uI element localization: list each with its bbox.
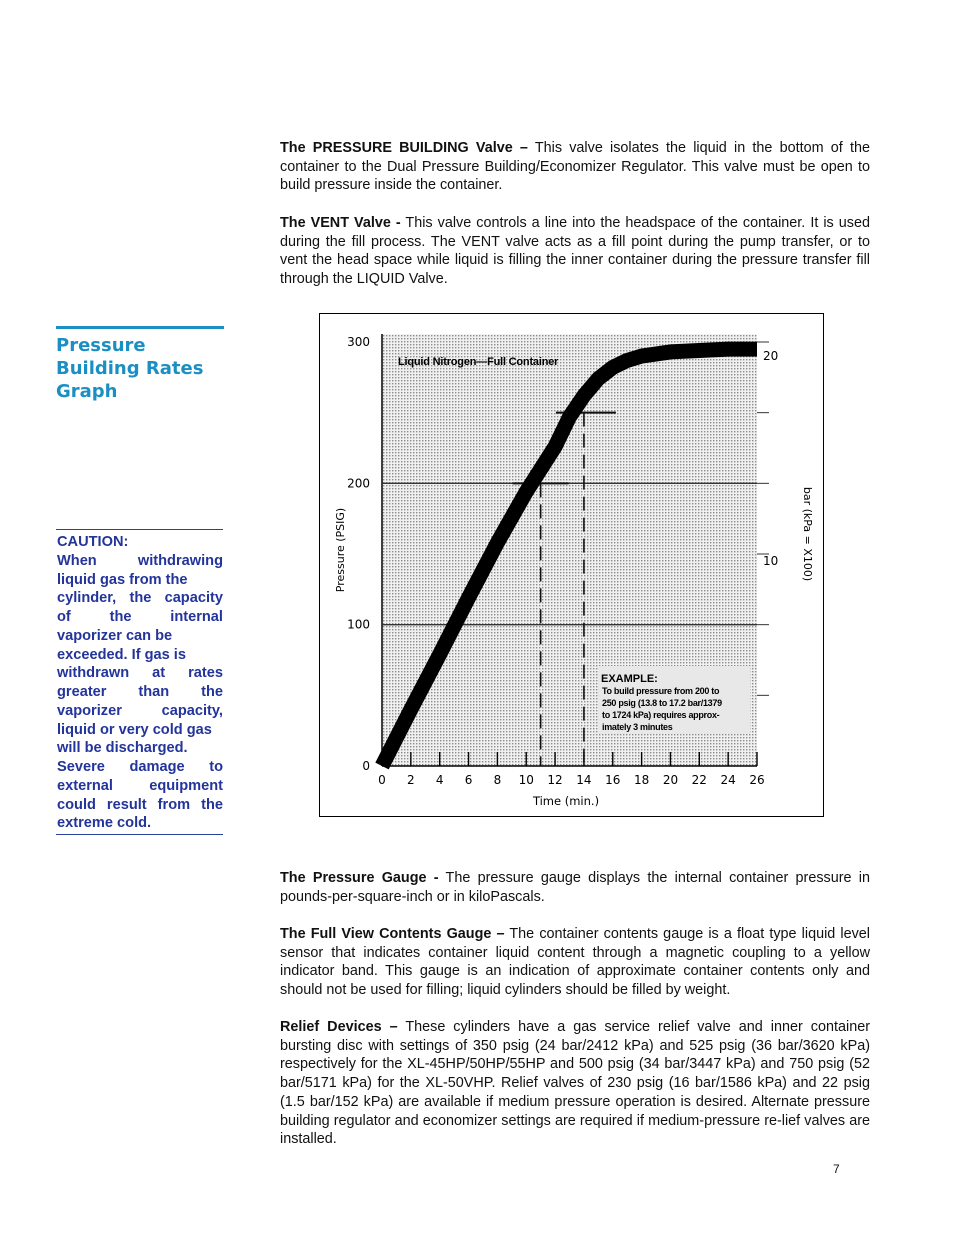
pressure-building-valve-paragraph <box>280 139 870 195</box>
paragraph-lead: The PRESSURE BUILDING Valve – <box>280 140 528 156</box>
caution-word: Severe <box>57 759 105 775</box>
caution-line: exceeded. If gas is <box>57 646 186 663</box>
x-tick-label: 10 <box>518 773 534 787</box>
caution-word: When <box>57 552 97 569</box>
caution-line <box>57 664 223 683</box>
example-text: imately 3 minutes <box>602 722 673 732</box>
paragraph-lead: The Full View Contents Gauge – <box>280 926 505 942</box>
example-text: 250 psig (13.8 to 17.2 bar/1379 <box>602 698 722 708</box>
paragraph-lead: Relief Devices – <box>280 1019 398 1035</box>
caution-word: the <box>201 796 223 813</box>
x-tick-label: 18 <box>633 773 650 787</box>
caution-word: vaporizer <box>57 702 122 719</box>
x-tick-label: 14 <box>576 773 592 787</box>
caution-word: the <box>201 684 223 700</box>
caution-word: withdrawn <box>57 665 130 682</box>
caution-title: CAUTION: <box>57 534 129 550</box>
caution-word: capacity, <box>161 702 223 719</box>
caution-line <box>57 683 223 702</box>
paragraph-lead: The VENT Valve - <box>280 215 401 231</box>
caution-word: could <box>57 796 96 813</box>
y2-tick-label: 20 <box>763 349 779 364</box>
caution-word: cylinder, <box>57 590 117 607</box>
caution-line: vaporizer can be <box>57 627 173 644</box>
caution-line: liquid gas from the <box>57 571 188 588</box>
caution-line <box>57 702 223 721</box>
caution-word: withdrawing <box>137 552 223 569</box>
y-axis-label: Pressure (PSIG) <box>334 507 347 593</box>
paragraph-body: This valve isolates the liquid in the bottom of the container to the Dual Pressure Building/Economizer Regulator. This valve must be open to build pressure inside the container. <box>280 140 870 194</box>
x-tick-label: 12 <box>547 773 563 787</box>
x-tick-label: 16 <box>605 773 621 787</box>
caution-word: external <box>57 777 113 794</box>
caution-line <box>57 777 223 796</box>
x-tick-label: 4 <box>435 773 444 787</box>
contents-gauge-paragraph <box>280 925 870 1000</box>
caution-word: capacity <box>164 590 223 607</box>
section-heading <box>56 326 224 403</box>
paragraph-body: This valve controls a line into the headspace of the container. It is used during the fill process. The VENT valve acts as a fill point during the pump transfer, or to vent the head space while liquid is filling the inner container during the pressure transfer fill through the LIQUID Valve. <box>280 215 870 288</box>
paragraph-lead: The Pressure Gauge - <box>280 870 439 886</box>
x-tick-label: 24 <box>720 773 736 787</box>
paragraph-body: The container contents gauge is a float type liquid level sensor that indicates container liquid content through a magnetic coupling to a yellow indicator band. This gauge is an indication of approximate container contents only and should not be used for filling; liquid cylinders should be filled by weight. <box>280 926 871 999</box>
caution-word: of <box>57 609 71 625</box>
pressure-building-rates-chart <box>319 313 824 817</box>
chart-title: Liquid Nitrogen—Full Container <box>398 356 559 368</box>
caution-word: from <box>157 796 191 813</box>
caution-line <box>57 589 223 608</box>
caution-word: damage <box>129 759 185 775</box>
caution-line: will be discharged. <box>57 740 188 757</box>
page-number: 7 <box>833 1162 840 1176</box>
y2-axis-label: bar (kPa = X100) <box>801 486 814 582</box>
caution-word: the <box>109 609 132 625</box>
x-tick-label: 2 <box>407 773 415 787</box>
x-tick-label: 8 <box>493 773 502 787</box>
caution-word: at <box>152 665 166 682</box>
y-tick-label: 100 <box>347 617 370 632</box>
section-heading-line: Graph <box>56 381 118 402</box>
x-tick-label: 0 <box>378 773 386 787</box>
caution-box <box>56 529 223 835</box>
y-tick-label: 300 <box>347 335 370 349</box>
x-tick-label: 22 <box>691 773 707 787</box>
paragraph-body: The pressure gauge displays the internal container pressure in pounds-per-square-inch or in kiloPascals. <box>280 870 870 905</box>
caution-word: result <box>106 796 147 813</box>
caution-text <box>57 552 223 833</box>
x-tick-label: 6 <box>464 773 473 787</box>
pressure-gauge-paragraph <box>280 869 870 906</box>
caution-word: greater <box>57 684 107 700</box>
caution-word: to <box>209 759 223 775</box>
caution-line <box>57 552 223 571</box>
x-tick-label: 20 <box>662 773 679 787</box>
vent-valve-paragraph <box>280 214 870 289</box>
relief-devices-paragraph <box>280 1018 870 1149</box>
x-axis-label: Time (min.) <box>532 794 600 808</box>
x-tick-label: 26 <box>749 773 765 787</box>
chart-svg <box>320 314 825 818</box>
paragraph-body: These cylinders have a gas service relief valve and inner container bursting disc with settings of 350 psig (24 bar/2412 kPa) and 525 psig (36 bar/3620 kPa) respectively for the XL-45HP/50HP/55HP and 500 psig (34 bar/3447 kPa) and 750 psig (52 bar/5171 kPa) for the XL-50VHP. Relief valves of 230 psig (16 bar/1586 kPa) and 22 psig (1.5 bar/152 kPa) are available if medium pressure operation is desired. Alternate pressure building regulator and economizer settings are required if medium-pressure re-lief valves are installed. <box>280 1019 870 1148</box>
section-heading-line: Pressure <box>56 335 146 356</box>
y-tick-label: 200 <box>347 476 370 491</box>
caution-line <box>57 758 223 777</box>
example-text: To build pressure from 200 to <box>602 686 720 696</box>
caution-word: than <box>138 684 170 700</box>
example-title: EXAMPLE: <box>601 673 658 685</box>
section-heading-line: Building Rates <box>56 358 204 379</box>
caution-word: equipment <box>149 777 223 794</box>
caution-word: internal <box>170 609 223 625</box>
y2-tick-label: 10 <box>763 554 779 569</box>
caution-word: the <box>129 590 152 607</box>
caution-word: rates <box>188 665 223 682</box>
y-tick-label: 0 <box>362 759 370 773</box>
example-text: to 1724 kPa) requires approx- <box>602 710 720 720</box>
caution-line <box>57 796 223 815</box>
caution-line: liquid or very cold gas <box>57 721 212 738</box>
caution-line <box>57 608 223 627</box>
caution-line: extreme cold. <box>57 815 152 832</box>
